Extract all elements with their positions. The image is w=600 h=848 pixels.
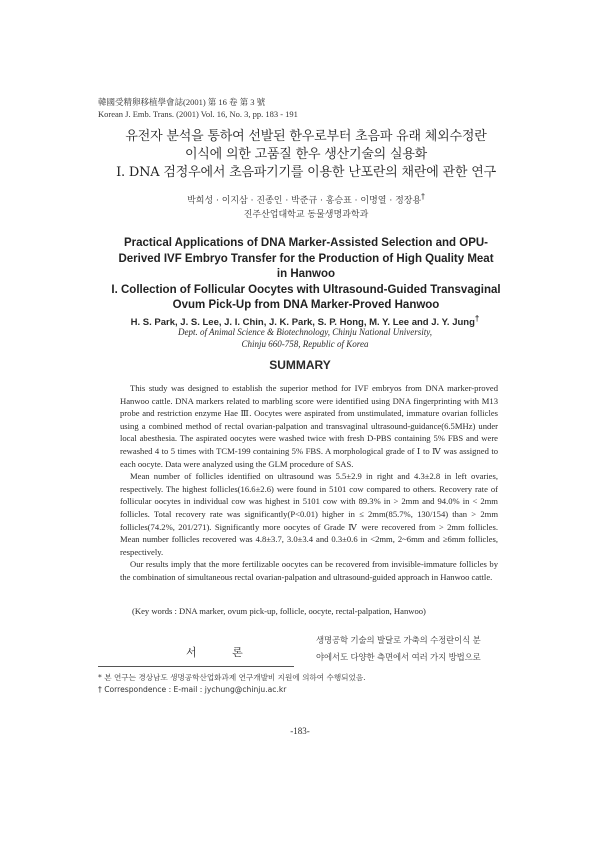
footnote-correspondence: † Correspondence : E-mail : jychung@chinju.ac.kr	[98, 685, 287, 694]
korean-title-line: 유전자 분석을 통하여 선발된 한우로부터 초음파 유래 체외수정란	[125, 129, 487, 144]
introduction-body	[316, 632, 514, 666]
footnote-funding: * 본 연구는 경상남도 생명공학산업화과제 연구개발비 지원에 의하여 수행되었음.	[98, 673, 366, 682]
corresponding-dagger: †	[474, 314, 480, 323]
journal-citation-korean: 韓國受精卵移植學會誌(2001) 第 16 卷 第 3 號	[98, 97, 266, 107]
summary-paragraph: Mean number of follicles identified on ultrasound was 5.5±2.9 in right and 4.3±2.8 in left ovaries, respectively. The highest follicles(16.6±2.6) were found in 5101 cow compared to others. Recovery rate of follicular oocytes in individual cow was highest in 5101 cow with 89.3% in > 2mm and 94.0% in < 2mm follicles. Total recovery rate was significantly(P<0.01) higher in ≤ 2mm(85.7%, 130/154) than > 2mm follicles(74.2%, 201/271). Significantly more oocytes of Grade Ⅳ were recovered from > 2mm follicles. Mean number follicles recovered was 4.8±3.7, 3.0±3.4 and 0.3±0.6 in <2mm, 2~6mm and ≥6mm follicles, respectively.	[120, 471, 498, 557]
affiliation-line: Dept. of Animal Science & Biotechnology, Chinju National University,	[177, 327, 433, 337]
journal-citation-english: Korean J. Emb. Trans. (2001) Vol. 16, No. 3, pp. 183 - 191	[98, 109, 298, 119]
keywords: (Key words : DNA marker, ovum pick-up, follicle, oocyte, rectal-palpation, Hanwoo)	[132, 606, 426, 616]
section-heading-introduction: 서 론	[186, 646, 259, 659]
summary-body	[120, 382, 498, 584]
english-subtitle-line: I. Collection of Follicular Oocytes with Ultrasound-Guided Transvaginal	[111, 283, 501, 296]
english-title-line: in Hanwoo	[276, 268, 336, 281]
affiliation	[60, 326, 550, 350]
english-authors: H. S. Park, J. S. Lee, J. I. Chin, J. K. Park, S. P. Hong, M. Y. Lee and J. Y. Jung	[130, 317, 475, 329]
introduction-line: 생명공학 기술의 발달로 가축의 수정란이식 분	[316, 635, 481, 645]
korean-title-line: I. DNA 검정우에서 초음파기기를 이용한 난포란의 채란에 관한 연구	[116, 165, 496, 180]
korean-authors: 박희성 · 이지삼 · 진종인 · 박준규 · 홍승표 · 이명열 · 정장용	[187, 196, 422, 206]
footnotes	[98, 672, 366, 696]
summary-paragraph: This study was designed to establish the superior method for IVF embryos from DNA marker-proved Hanwoo cattle. DNA markers related to marbling score were identified using DNA fingerprinting with M13 probe and restriction enzyme Hae Ⅲ. Oocytes were aspirated from unstimulated, immature ovarian follicles using a combined method of rectal ovarian-palpation and transvaginal ultrasound-guidance(6.5MHz) under local abesthesia. The aspirated oocytes were washed twice with fresh D-PBS containing 5% FBS and were rewashed 4 to 5 times with TCM-199 containing 5% FBS. A morphological grade of Ⅰ to Ⅳ was assigned to each oocyte. Data were analyzed using the GLM procedure of SAS.	[120, 383, 498, 469]
introduction-line: 야에서도 다양한 측면에서 여러 가지 방법으로	[316, 652, 481, 662]
korean-title-line: 이식에 의한 고품질 한우 생산기술의 실용화	[184, 147, 428, 162]
corresponding-dagger: †	[421, 192, 425, 201]
korean-title	[60, 128, 552, 182]
summary-paragraph: Our results imply that the more fertilizable oocytes can be recovered from invisible-immature follicles by the combination of simultaneous rectal ovarian-palpation and ultrasound-guided approach in Hanwoo cattle.	[120, 559, 498, 582]
english-title-line: Derived IVF Embryo Transfer for the Production of High Quality Meat	[118, 252, 494, 265]
page-number: -183-	[290, 726, 310, 736]
journal-citation	[98, 96, 298, 120]
footnote-divider	[98, 666, 294, 667]
affiliation-line: Chinju 660-758, Republic of Korea	[241, 339, 369, 349]
english-subtitle-line: Ovum Pick-Up from DNA Marker-Proved Hanwoo	[172, 299, 440, 312]
korean-affiliation: 진주산업대학교 동물생명과학과	[243, 210, 369, 220]
summary-heading: SUMMARY	[269, 358, 331, 372]
english-title	[90, 236, 522, 314]
korean-authors-block	[60, 190, 552, 222]
english-title-line: Practical Applications of DNA Marker-Assisted Selection and OPU-	[123, 237, 489, 249]
